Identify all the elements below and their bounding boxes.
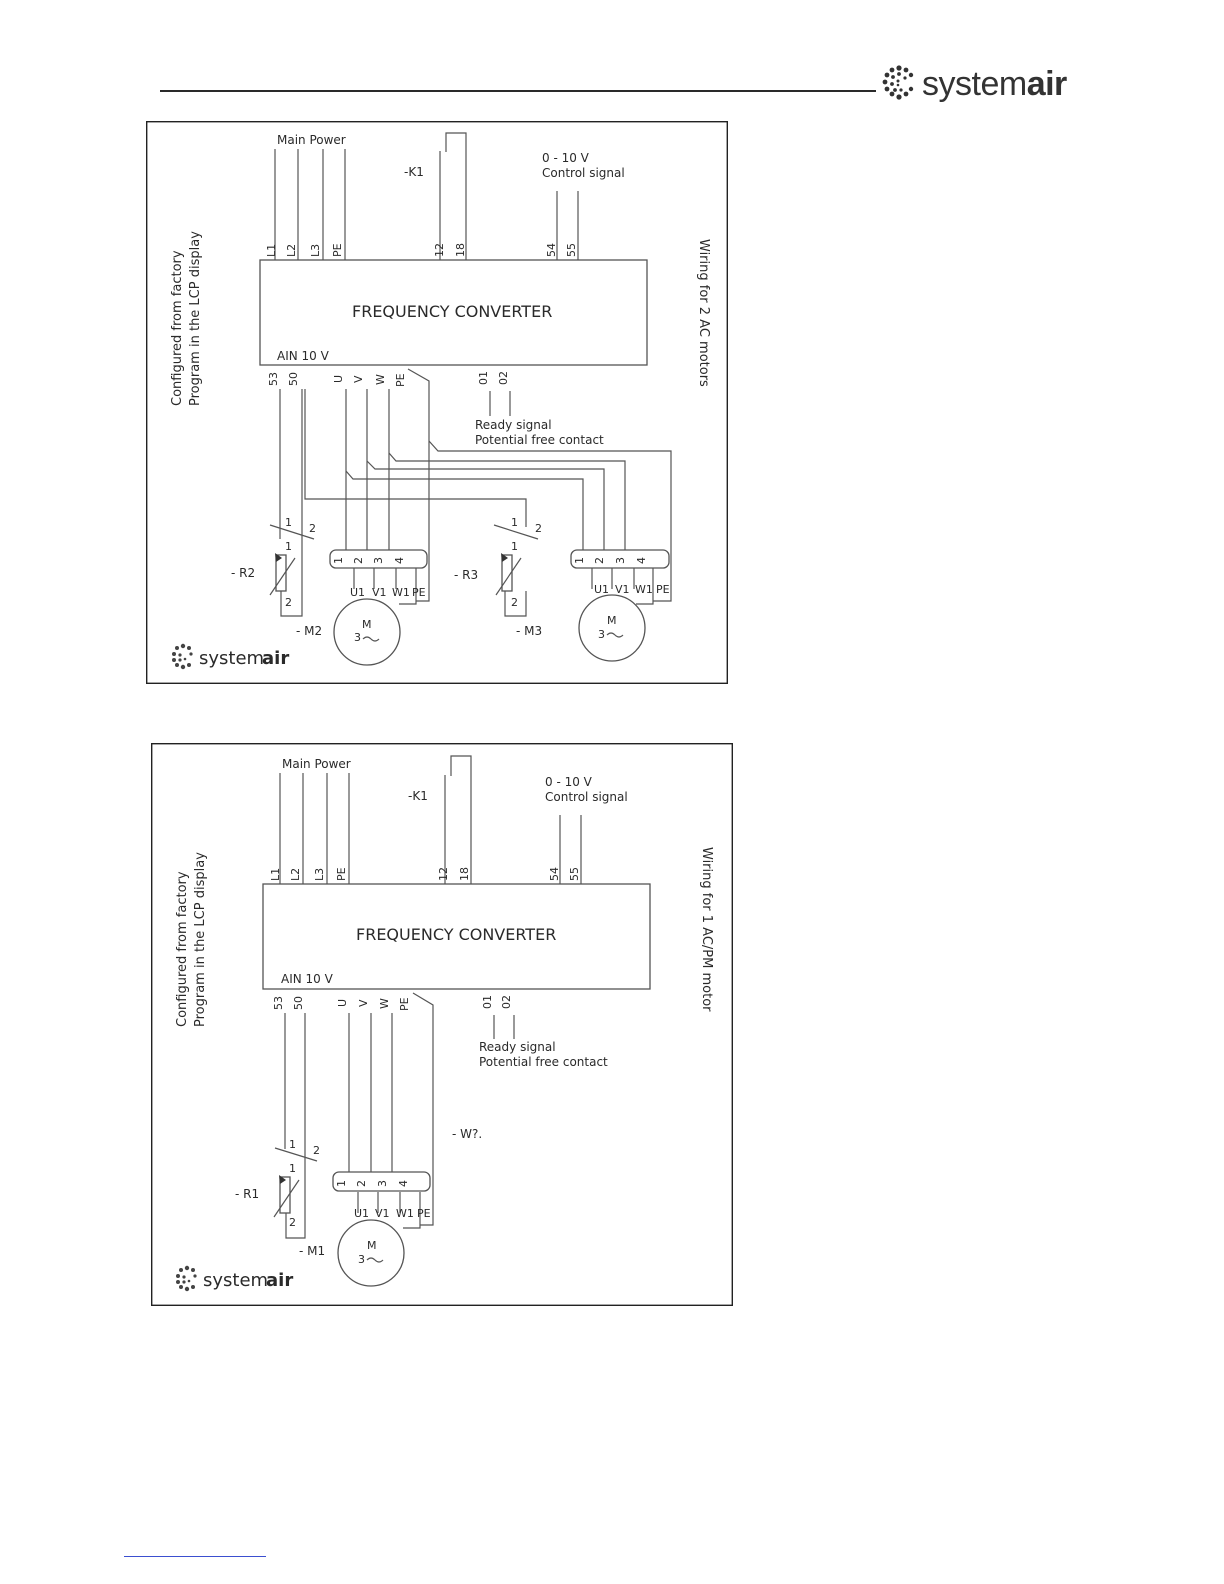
terminal-01: 01 xyxy=(477,371,490,385)
diagram-frame xyxy=(147,122,728,684)
right-note: Wiring for 2 AC motors xyxy=(696,239,711,387)
left-note-1: Configured from factory xyxy=(175,871,190,1027)
diagram-frame xyxy=(152,744,733,1306)
terminal-12: 12 xyxy=(437,867,450,881)
motor-symbol: M xyxy=(367,1239,377,1252)
brand-plain: system xyxy=(922,65,1027,103)
pot-num: 2 xyxy=(289,1216,296,1229)
terminal-01: 01 xyxy=(481,995,494,1009)
diagram-one-motor xyxy=(151,743,733,1306)
terminal-u: U xyxy=(332,374,345,383)
converter-title: FREQUENCY CONVERTER xyxy=(356,925,557,944)
plug-pin: 4 xyxy=(397,1180,410,1187)
page-header xyxy=(0,0,1224,110)
logo-bold: air xyxy=(262,648,290,669)
motor-m1-icon xyxy=(338,1220,404,1286)
motor-symbol: M xyxy=(362,618,372,631)
ain-label: AIN 10 V xyxy=(277,349,329,363)
plug-pin: 2 xyxy=(352,557,365,564)
terminal-53: 53 xyxy=(267,372,280,386)
terminal-54: 54 xyxy=(548,867,561,881)
winding-label: PE xyxy=(656,583,670,596)
k1-label: -K1 xyxy=(408,789,428,803)
terminal-l1: L1 xyxy=(269,867,282,881)
control-signal-label: Control signal xyxy=(542,166,625,180)
potential-free-label: Potential free contact xyxy=(475,433,604,447)
ready-signal-label: Ready signal xyxy=(475,418,552,432)
systemair-logo-icon xyxy=(880,64,918,102)
terminal-u: U xyxy=(336,998,349,1007)
motor-m3-icon xyxy=(579,595,645,661)
terminal-02: 02 xyxy=(500,995,513,1009)
terminal-l2: L2 xyxy=(289,867,302,881)
plug-pin: 3 xyxy=(376,1180,389,1187)
pot-num: 1 xyxy=(511,540,518,553)
plug-pin: 3 xyxy=(614,557,627,564)
terminal-w: W xyxy=(378,998,391,1009)
pot-num: 2 xyxy=(313,1144,320,1157)
winding-label: U1 xyxy=(594,583,610,596)
left-note-2: Program in the LCP display xyxy=(188,231,203,406)
winding-label: W1 xyxy=(392,586,410,599)
winding-label: U1 xyxy=(350,586,366,599)
logo-bold: air xyxy=(266,1270,294,1291)
pot-num: 2 xyxy=(285,596,292,609)
k1-label: -K1 xyxy=(404,165,424,179)
pot-num: 2 xyxy=(309,522,316,535)
terminal-l3: L3 xyxy=(309,243,322,257)
winding-label: U1 xyxy=(354,1207,370,1220)
terminal-18: 18 xyxy=(454,243,467,257)
motor-phase: 3 xyxy=(354,631,361,644)
control-voltage-label: 0 - 10 V xyxy=(542,151,589,165)
terminal-pe-out: PE xyxy=(394,373,407,387)
plug-pin: 3 xyxy=(372,557,385,564)
pot-num: 2 xyxy=(511,596,518,609)
plug-pin: 2 xyxy=(593,557,606,564)
winding-label: PE xyxy=(417,1207,431,1220)
motor-m1-label: - M1 xyxy=(299,1244,326,1258)
pot-num: 1 xyxy=(289,1162,296,1175)
cable-label: - W?. xyxy=(452,1127,483,1141)
header-rule xyxy=(160,90,876,92)
winding-label: W1 xyxy=(396,1207,414,1220)
pot-num: 1 xyxy=(285,540,292,553)
motor-symbol: M xyxy=(607,614,617,627)
terminal-53: 53 xyxy=(272,996,285,1010)
resistor-r1-label: - R1 xyxy=(235,1187,260,1201)
logo-plain: system xyxy=(203,1270,269,1291)
terminal-pe: PE xyxy=(335,867,348,881)
terminal-l3: L3 xyxy=(313,867,326,881)
terminal-pe: PE xyxy=(331,243,344,257)
pot-num: 1 xyxy=(285,516,292,529)
control-signal-label: Control signal xyxy=(545,790,628,804)
plug-pin: 1 xyxy=(335,1180,348,1187)
header-brand xyxy=(922,62,1067,106)
terminal-v: V xyxy=(352,375,365,383)
terminal-v: V xyxy=(357,999,370,1007)
motor-m2-label: - M2 xyxy=(296,624,323,638)
pot-num: 2 xyxy=(535,522,542,535)
ain-label: AIN 10 V xyxy=(281,972,333,986)
left-note-1: Configured from factory xyxy=(170,250,185,406)
motor-m3-label: - M3 xyxy=(516,624,543,638)
potential-free-label: Potential free contact xyxy=(479,1055,608,1069)
control-voltage-label: 0 - 10 V xyxy=(545,775,592,789)
terminal-12: 12 xyxy=(433,243,446,257)
plug-pin: 2 xyxy=(355,1180,368,1187)
main-power-label: Main Power xyxy=(277,133,346,147)
terminal-l2: L2 xyxy=(285,243,298,257)
ready-signal-label: Ready signal xyxy=(479,1040,556,1054)
plug-pin: 4 xyxy=(635,557,648,564)
brand-bold: air xyxy=(1026,65,1067,103)
terminal-w: W xyxy=(374,374,387,385)
terminal-02: 02 xyxy=(497,371,510,385)
terminal-54: 54 xyxy=(545,243,558,257)
plug-pin: 1 xyxy=(332,557,345,564)
left-note-2: Program in the LCP display xyxy=(193,852,208,1027)
winding-label: V1 xyxy=(375,1207,390,1220)
footer-rule xyxy=(124,1556,266,1557)
plug-pin: 4 xyxy=(393,557,406,564)
terminal-pe-out: PE xyxy=(398,997,411,1011)
terminal-l1: L1 xyxy=(265,243,278,257)
pot-num: 1 xyxy=(289,1138,296,1151)
winding-label: W1 xyxy=(635,583,653,596)
pot-num: 1 xyxy=(511,516,518,529)
plug-pin: 1 xyxy=(573,557,586,564)
motor-phase: 3 xyxy=(358,1253,365,1266)
winding-label: V1 xyxy=(372,586,387,599)
terminal-50: 50 xyxy=(287,372,300,386)
winding-label: PE xyxy=(412,586,426,599)
resistor-r3-label: - R3 xyxy=(454,568,479,582)
terminal-18: 18 xyxy=(458,867,471,881)
terminal-50: 50 xyxy=(292,996,305,1010)
motor-phase: 3 xyxy=(598,628,605,641)
converter-title: FREQUENCY CONVERTER xyxy=(352,302,553,321)
motor-m2-icon xyxy=(334,599,400,665)
winding-label: V1 xyxy=(615,583,630,596)
terminal-55: 55 xyxy=(565,243,578,257)
right-note: Wiring for 1 AC/PM motor xyxy=(699,847,714,1012)
diagram-two-motors xyxy=(146,121,728,684)
logo-plain: system xyxy=(199,648,265,669)
terminal-55: 55 xyxy=(568,867,581,881)
main-power-label: Main Power xyxy=(282,757,351,771)
resistor-r2-label: - R2 xyxy=(231,566,256,580)
